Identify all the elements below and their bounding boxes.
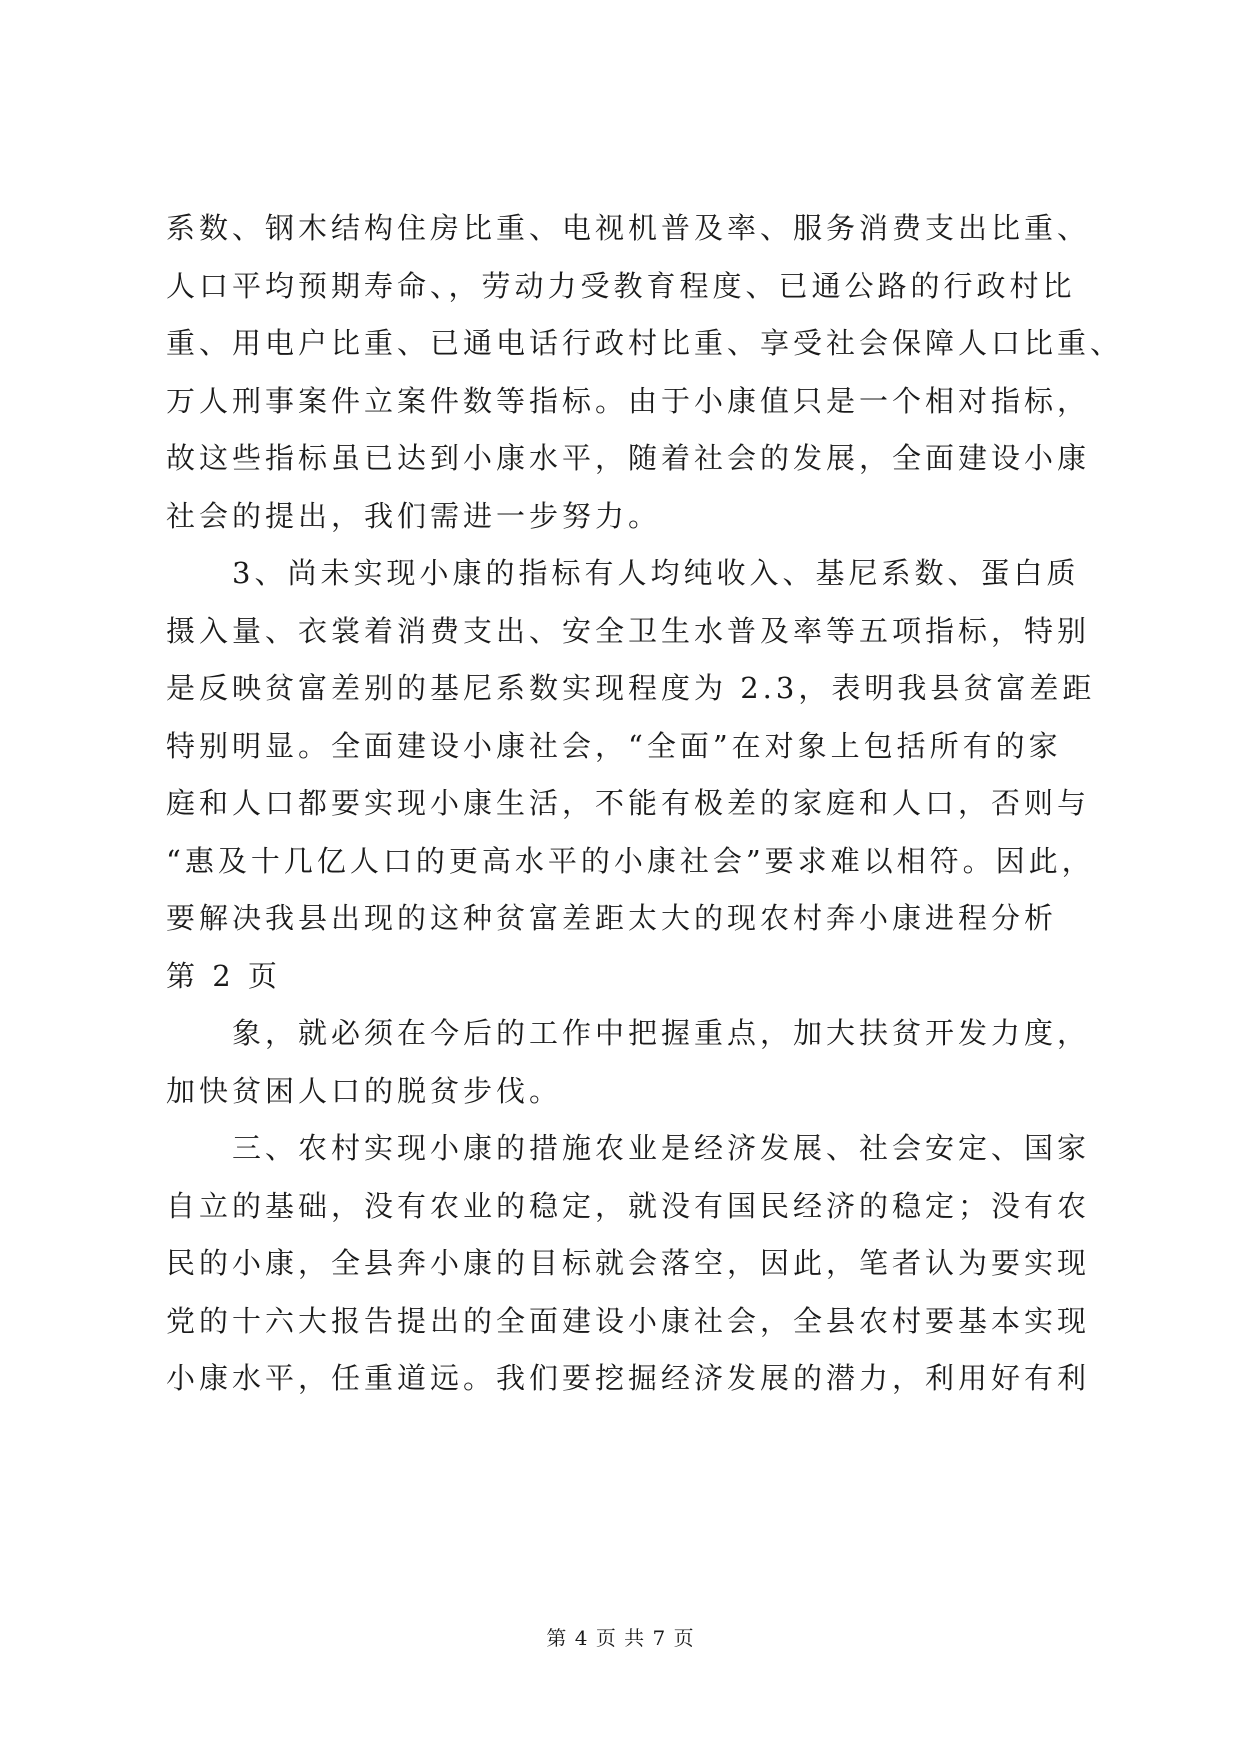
text-line: 重、用电户比重、已通电话行政村比重、享受社会保障人口比重、 xyxy=(166,326,1124,360)
text-line: 要解决我县出现的这种贫富差距太大的现农村奔小康进程分析 xyxy=(166,901,1058,935)
document-body xyxy=(166,200,1124,1408)
text-line: 万人刑事案件立案件数等指标。由于小康值只是一个相对指标， xyxy=(166,383,1091,418)
text-line: 人口平均预期寿命、，劳动力受教育程度、已通公路的行政村比 xyxy=(166,268,1076,303)
text-line: 3、尚未实现小康的指标有人均纯收入、基尼系数、蛋白质 xyxy=(232,556,1080,590)
text-line: 自立的基础，没有农业的稳定，就没有国民经济的稳定；没有农 xyxy=(166,1188,1091,1223)
text-line: 三、农村实现小康的措施农业是经济发展、社会安定、国家 xyxy=(232,1131,1091,1165)
text-line: “惠及十几亿人口的更高水平的小康社会”要求难以相符。因此， xyxy=(166,843,1095,878)
text-line: 第 2 页 xyxy=(166,958,281,993)
text-line: 庭和人口都要实现小康生活，不能有极差的家庭和人口，否则与 xyxy=(166,786,1091,820)
text-line: 特别明显。全面建设小康社会，“全面”在对象上包括所有的家 xyxy=(166,728,1062,763)
text-line: 社会的提出，我们需进一步努力。 xyxy=(166,498,662,533)
text-line: 加快贫困人口的脱贫步伐。 xyxy=(166,1073,563,1108)
text-line: 党的十六大报告提出的全面建设小康社会，全县农村要基本实现 xyxy=(166,1303,1091,1338)
text-line: 小康水平，任重道远。我们要挖掘经济发展的潜力，利用好有利 xyxy=(166,1361,1091,1395)
text-line: 是反映贫富差别的基尼系数实现程度为 2.3，表明我县贫富差距 xyxy=(166,671,1096,705)
text-line: 故这些指标虽已达到小康水平，随着社会的发展，全面建设小康 xyxy=(166,441,1091,475)
page-footer: 第 4 页 共 7 页 xyxy=(546,1626,695,1650)
text-line: 象，就必须在今后的工作中把握重点，加大扶贫开发力度， xyxy=(232,1016,1091,1050)
text-line: 摄入量、衣裳着消费支出、安全卫生水普及率等五项指标，特别 xyxy=(166,613,1091,648)
text-line: 民的小康，全县奔小康的目标就会落空，因此，笔者认为要实现 xyxy=(166,1246,1091,1280)
text-line: 系数、钢木结构住房比重、电视机普及率、服务消费支出比重、 xyxy=(166,211,1091,245)
